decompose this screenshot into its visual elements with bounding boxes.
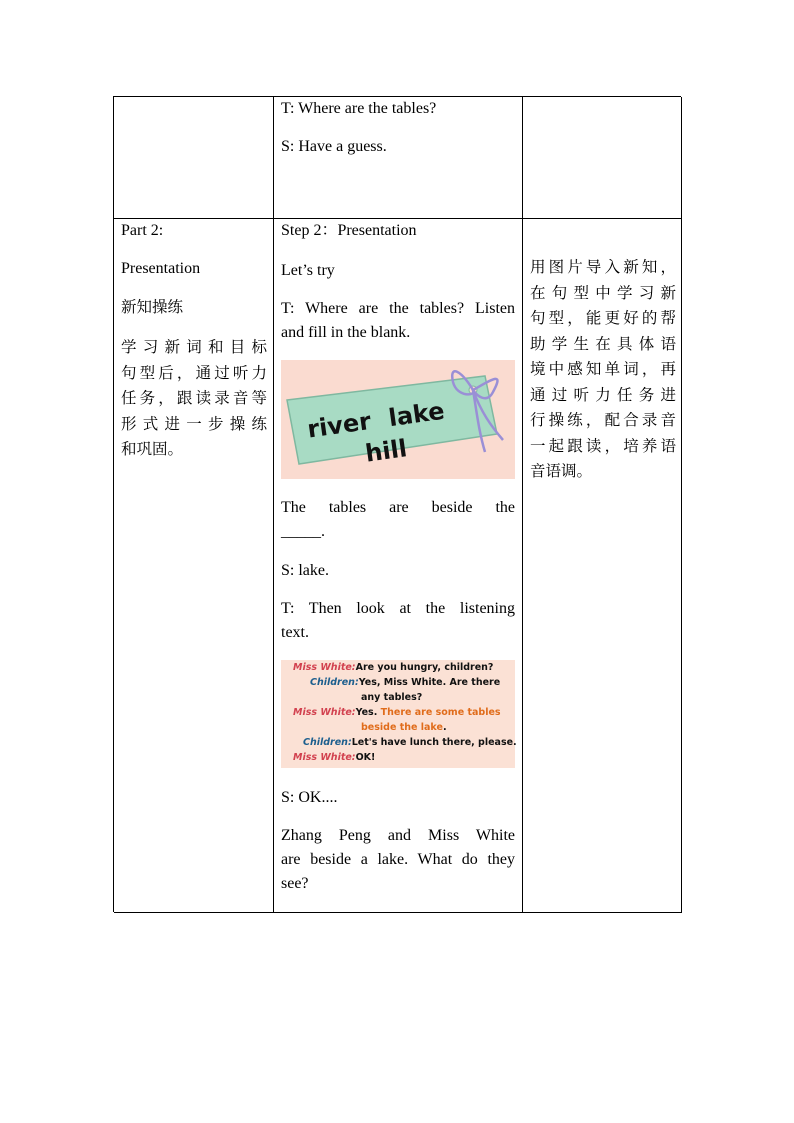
word-card-image [281, 360, 515, 479]
listening-instruction-line: text. [281, 624, 309, 641]
desc-line: 和巩固。 [121, 440, 184, 458]
desc-line: 形式进一步操练 [121, 414, 267, 433]
stage-label-cn: 新知操练 [121, 298, 184, 316]
purpose-line: 句型，能更好的帮 [530, 309, 676, 327]
desc-line: 学习新词和目标 [121, 338, 267, 356]
fill-blank-sentence [281, 496, 515, 544]
dialog-highlight: There are some tables [380, 707, 501, 718]
student-answer: S: lake. [281, 562, 329, 579]
student-guess: S: Have a guess. [281, 138, 387, 155]
purpose-line: 一起跟读，培养语 [530, 436, 676, 455]
dialog-speaker: Miss White: [293, 752, 356, 763]
dialog-speaker: Children: [310, 677, 359, 688]
row1-middle-cell [274, 97, 523, 219]
listen-instruction-line: T: Where are the tables? Listen [281, 300, 515, 317]
row1-right-cell [523, 97, 682, 219]
student-ok: S: OK.... [281, 789, 338, 806]
listening-dialog-image [281, 660, 515, 768]
row2-left-cell [114, 219, 274, 913]
desc-line: 句型后，通过听力 [121, 363, 267, 382]
row1-left-cell [114, 97, 274, 219]
purpose-line: 在句型中学习新 [530, 283, 676, 302]
dialog-speaker: Miss White: [293, 707, 356, 718]
final-question-line: are beside a lake. What do they [281, 851, 515, 868]
dialog-line [293, 750, 375, 765]
dialog-text: Yes. [355, 707, 381, 718]
fill-blank-line: _____. [281, 523, 325, 540]
dialog-line [361, 720, 447, 735]
purpose-line: 用图片导入新知， [530, 258, 676, 276]
dialog-text: Let's have lunch there, please. [351, 737, 517, 748]
lesson-plan-table [113, 96, 681, 912]
dialog-speaker: Children: [303, 737, 352, 748]
dialog-highlight: beside the lake [361, 722, 443, 733]
purpose-line: 行操练，配合录音 [530, 411, 676, 429]
word-tag-illustration [281, 360, 515, 479]
final-question [281, 824, 515, 896]
desc-line: 任务，跟读录音等 [121, 389, 267, 407]
word-river: river [305, 406, 373, 444]
dialog-line [303, 735, 517, 750]
dialog-text: any tables? [361, 692, 423, 703]
purpose-line: 助学生在具体语 [530, 334, 676, 353]
stage-description [121, 335, 267, 463]
final-question-line: see? [281, 875, 309, 892]
row2-right-cell [523, 219, 682, 913]
row2-middle-cell [274, 219, 523, 913]
purpose-line: 境中感知单词，再 [530, 360, 676, 378]
lets-try-label: Let’s try [281, 262, 335, 279]
dialog-text: Yes, Miss White. Are there [358, 677, 501, 688]
dialog-text: OK! [355, 752, 376, 763]
teacher-question-1: T: Where are the tables? [281, 100, 437, 117]
dialog-line [310, 675, 500, 690]
word-lake: lake [386, 396, 447, 433]
stage-label: Presentation [121, 260, 201, 277]
dialog-text: . [442, 722, 447, 733]
dialog-line [361, 690, 422, 705]
listening-text-instruction [281, 597, 515, 645]
fill-blank-line: The tables are beside the [281, 499, 515, 516]
final-question-line: Zhang Peng and Miss White [281, 827, 515, 844]
design-purpose [530, 255, 676, 485]
listen-instruction [281, 297, 515, 345]
dialog-line [293, 705, 501, 720]
dialog-speaker: Miss White: [293, 662, 356, 673]
listen-instruction-line: and fill in the blank. [281, 324, 411, 341]
purpose-line: 音语调。 [530, 462, 593, 480]
purpose-line: 通过听力任务进 [530, 385, 676, 404]
listening-instruction-line: T: Then look at the listening [281, 600, 515, 617]
step-title: Step 2：Presentation [281, 222, 417, 239]
dialog-line [293, 660, 493, 675]
dialog-text: Are you hungry, children? [355, 662, 494, 673]
word-hill: hill [363, 434, 409, 468]
part-label: Part 2: [121, 222, 164, 239]
